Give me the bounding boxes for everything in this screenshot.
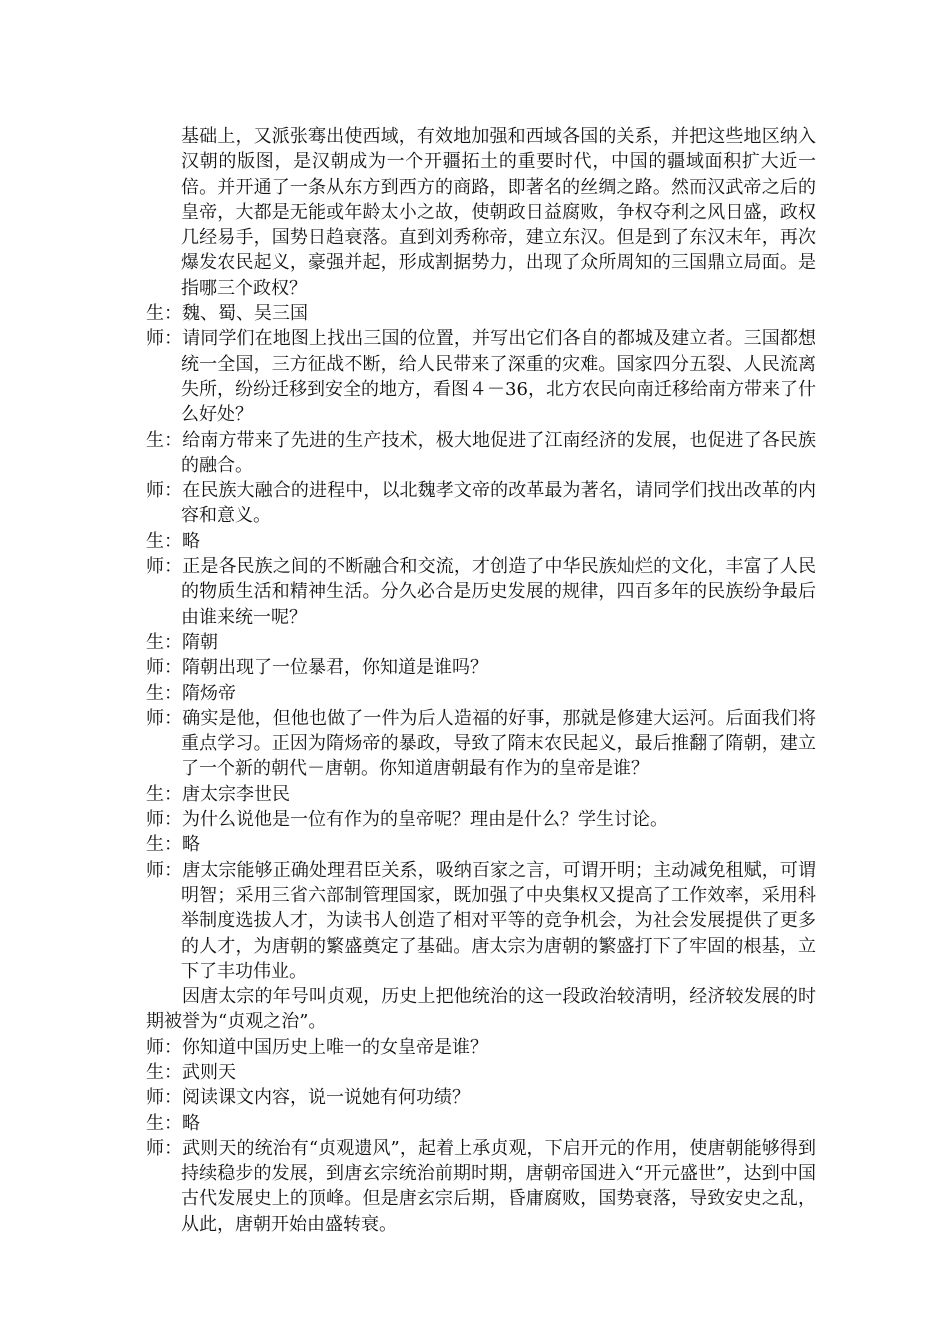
paragraph-zhenguan: 因唐太宗的年号叫贞观，历史上把他统治的这一段政治较清明，经济较发展的时期被誉为“贞观之治”。 xyxy=(146,986,816,1033)
dialogue-teacher-why: 师：为什么说他是一位有作为的皇帝呢？理由是什么？学生讨论。 xyxy=(146,809,668,831)
dialogue-teacher-map-question: 师：请同学们在地图上找出三国的位置，并写出它们各自的都城及建立者。三国都想统一全国，三方征战不断，给人民带来了深重的灾难。国家四分五裂、人民流离失所，纷纷迁移到安全的地方，看图４－36，北方农民向南迁移给南方带来了什么好处？ xyxy=(146,328,816,426)
dialogue-teacher-tyrant: 师：隋朝出现了一位暴君，你知道是谁吗？ xyxy=(146,657,488,679)
dialogue-student-south-benefit: 生：给南方带来了先进的生产技术，极大地促进了江南经济的发展，也促进了各民族的融合。 xyxy=(146,429,816,476)
dialogue-teacher-achievements: 师：阅读课文内容，说一说她有何功绩？ xyxy=(146,1087,470,1109)
dialogue-student-omitted-2: 生：略 xyxy=(146,834,200,856)
dialogue-student-omitted-1: 生：略 xyxy=(146,530,200,552)
dialogue-teacher-unification: 师：正是各民族之间的不断融合和交流，才创造了中华民族灿烂的文化，丰富了人民的物质生活和精神生活。分久必合是历史发展的规律，四百多年的民族纷争最后由谁来统一呢？ xyxy=(146,556,816,628)
dialogue-student-yangdi: 生：隋炀帝 xyxy=(146,682,236,704)
dialogue-student-wu-zetian: 生：武则天 xyxy=(146,1061,236,1083)
document-body xyxy=(146,124,816,1237)
dialogue-student-sui: 生：隋朝 xyxy=(146,631,218,653)
dialogue-student-taizong: 生：唐太宗李世民 xyxy=(146,783,290,805)
paragraph-han-dynasty: 基础上，又派张骞出使西域，有效地加强和西域各国的关系，并把这些地区纳入汉朝的版图，是汉朝成为一个开疆拓土的重要时代，中国的疆域面积扩大近一倍。并开通了一条从东方到西方的商路，即著名的丝绸之路。然而汉武帝之后的皇帝，大都是无能或年龄太小之故，使朝政日益腐败，争权夺利之风日盛，政权几经易手，国势日趋衰落。直到刘秀称帝，建立东汉。但是到了东汉末年，再次爆发农民起义，豪强并起，形成割据势力，出现了众所周知的三国鼎立局面。是指哪三个政权？ xyxy=(181,126,816,299)
dialogue-teacher-empress: 师：你知道中国历史上唯一的女皇帝是谁？ xyxy=(146,1036,488,1058)
dialogue-teacher-wu-zetian-rule: 师：武则天的统治有“贞观遗风”，起着上承贞观，下启开元的作用，使唐朝能够得到持续稳步的发展，到唐玄宗统治前期时期，唐朝帝国进入“开元盛世”，达到中国古代发展史上的顶峰。但是唐玄宗后期，昏庸腐败，国势衰落，导致安史之乱，从此，唐朝开始由盛转衰。 xyxy=(146,1137,816,1235)
dialogue-teacher-grand-canal: 师：确实是他，但他也做了一件为后人造福的好事，那就是修建大运河。后面我们将重点学习。正因为隋炀帝的暴政，导致了隋末农民起义，最后推翻了隋朝，建立了一个新的朝代－唐朝。你知道唐朝最有作为的皇帝是谁？ xyxy=(146,707,816,780)
dialogue-student-omitted-3: 生：略 xyxy=(146,1112,200,1134)
dialogue-student-three-kingdoms: 生：魏、蜀、吴三国 xyxy=(146,303,308,325)
dialogue-teacher-taizong-policy: 师：唐太宗能够正确处理君臣关系，吸纳百家之言，可谓开明；主动减免租赋，可谓明智；采用三省六部制管理国家，既加强了中央集权又提高了工作效率，采用科举制度选拔人才，为读书人创造了相对平等的竞争机会，为社会发展提供了更多的人才，为唐朝的繁盛奠定了基础。唐太宗为唐朝的繁盛打下了牢固的根基，立下了丰功伟业。 xyxy=(146,859,816,982)
dialogue-teacher-xiaowen-reform: 师：在民族大融合的进程中，以北魏孝文帝的改革最为著名，请同学们找出改革的内容和意义。 xyxy=(146,480,816,527)
